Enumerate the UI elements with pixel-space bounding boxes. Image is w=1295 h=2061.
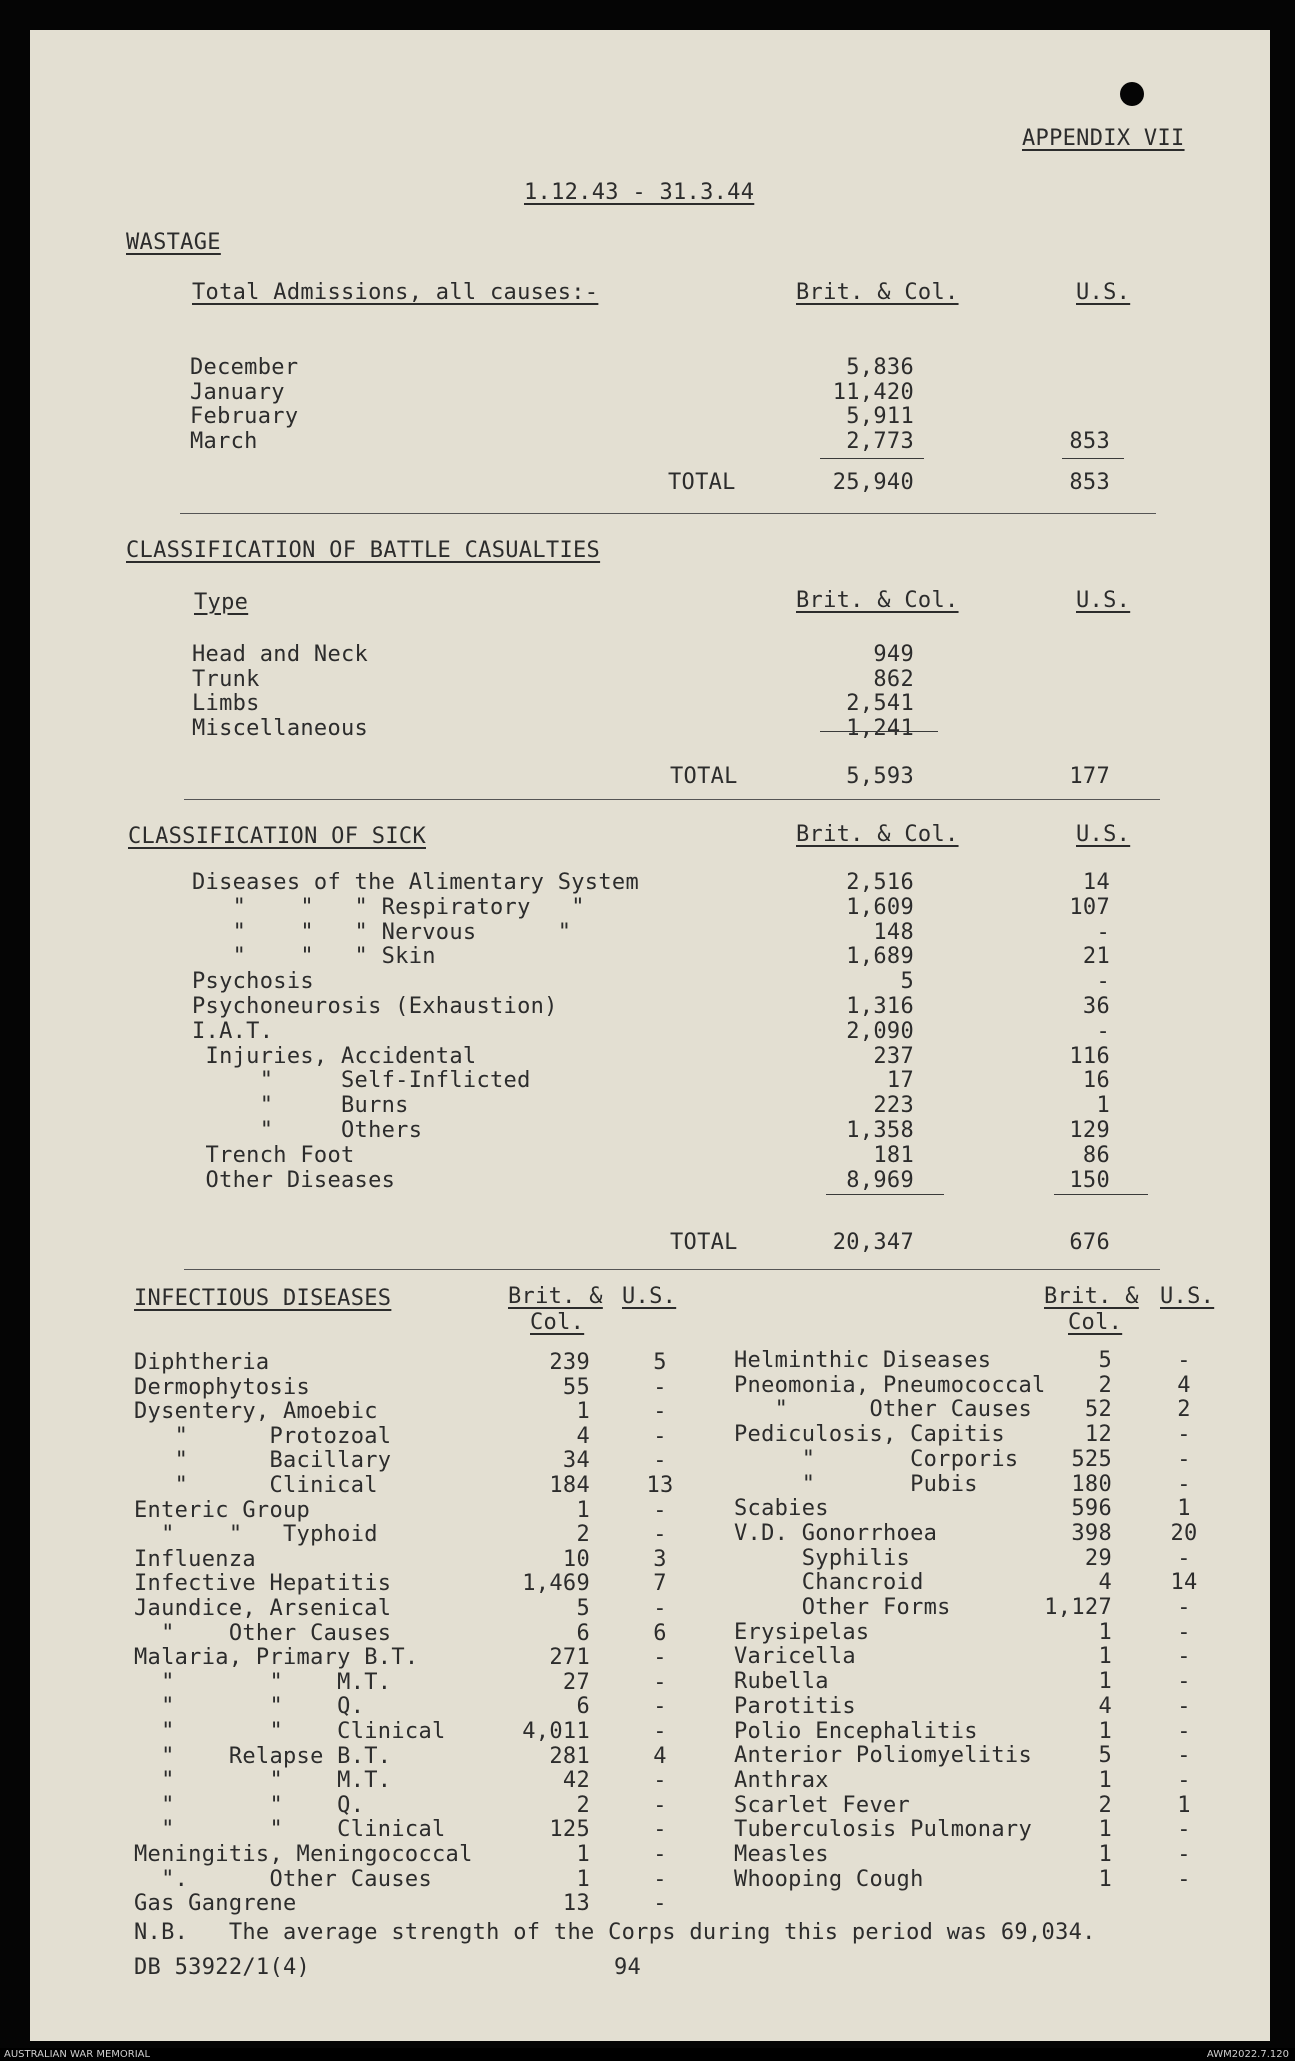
infectious-right-label: Anterior Poliomyelitis — [734, 1743, 1032, 1769]
infectious-left-us: - — [653, 1399, 667, 1425]
infectious-right-label: Anthrax — [734, 1767, 829, 1793]
infectious-left-brit: 6 — [576, 1694, 590, 1720]
infectious-right-us: - — [1177, 1422, 1191, 1448]
sick-row-us: - — [1096, 919, 1110, 945]
sick-total-label: TOTAL — [670, 1230, 738, 1255]
infectious-left-us: 5 — [653, 1350, 667, 1375]
sick-row-us: 86 — [1082, 1142, 1110, 1168]
infectious-right-label: Parotitis — [734, 1693, 856, 1719]
infectious-right-us: - — [1177, 1743, 1191, 1769]
infectious-right-us: - — [1177, 1644, 1191, 1670]
wastage-total-us: 853 — [1069, 470, 1110, 495]
infectious-right-brit: 5 — [1098, 1348, 1112, 1373]
infectious-left-brit: 5 — [576, 1596, 590, 1621]
infectious-left-label: " " Typhoid — [134, 1522, 378, 1548]
infectious-right-label: Rubella — [734, 1669, 829, 1695]
sick-row-us: 14 — [1082, 870, 1110, 895]
sick-row-label: " " " Nervous " — [192, 919, 572, 945]
infectious-right-brit: 596 — [1071, 1496, 1112, 1522]
infectious-left-brit: 2 — [576, 1792, 590, 1818]
infectious-right-brit: 1 — [1098, 1817, 1112, 1843]
section-divider — [180, 513, 1156, 514]
infectious-left-brit: 13 — [562, 1891, 590, 1917]
battle-total-us: 177 — [1069, 764, 1110, 789]
infectious-right-label: V.D. Gonorrhoea — [734, 1520, 938, 1546]
infectious-left-us: - — [653, 1522, 667, 1548]
sick-row-label: Other Diseases — [192, 1167, 396, 1193]
infectious-right-us: - — [1177, 1348, 1191, 1373]
sick-col-brit: Brit. & Col. — [796, 822, 959, 847]
infectious-left-label: Infective Hepatitis — [134, 1571, 392, 1597]
infectious-right-label: Scarlet Fever — [734, 1792, 911, 1818]
infectious-left-brit: 1 — [576, 1842, 590, 1867]
infectious-right-label: " Pubis — [734, 1471, 978, 1497]
infectious-left-us: - — [653, 1842, 667, 1867]
sick-row-label: Diseases of the Alimentary System — [192, 870, 639, 895]
infectious-right-brit: 4 — [1098, 1570, 1112, 1596]
sick-row-label: " Others — [192, 1118, 423, 1143]
sick-row-us: 1 — [1096, 1093, 1110, 1119]
document-reference: DB 53922/1(4) — [134, 1955, 311, 1980]
infectious-left-brit: 4 — [576, 1423, 590, 1449]
infectious-left-col-us: U.S. — [622, 1284, 677, 1309]
wastage-us-rule — [1062, 458, 1124, 459]
infectious-left-us: - — [653, 1596, 667, 1621]
average-strength-note: N.B. The average strength of the Corps during this period was 69,034. — [134, 1920, 1096, 1945]
infectious-left-label: Diphtheria — [134, 1350, 270, 1375]
page-number: 94 — [614, 1955, 642, 1980]
infectious-left-label: " Clinical — [134, 1473, 378, 1498]
infectious-left-brit: 27 — [562, 1669, 590, 1695]
infectious-right-label: Pneomonia, Pneumococcal — [734, 1372, 1046, 1398]
infectious-left-brit: 1 — [576, 1497, 590, 1523]
infectious-left-us: - — [653, 1423, 667, 1449]
infectious-right-brit: 1 — [1098, 1866, 1112, 1892]
sick-row-brit: 2,516 — [846, 870, 914, 895]
appendix-label: APPENDIX VII — [1022, 126, 1185, 151]
infectious-right-brit: 1 — [1098, 1718, 1112, 1744]
infectious-left-label: Malaria, Primary B.T. — [134, 1645, 419, 1671]
infectious-right-brit: 525 — [1071, 1446, 1112, 1472]
infectious-left-us: - — [653, 1891, 667, 1917]
wastage-col-brit: Brit. & Col. — [796, 280, 959, 305]
infectious-right-us: - — [1177, 1619, 1191, 1645]
infectious-right-us: - — [1177, 1471, 1191, 1497]
infectious-left-brit: 34 — [562, 1448, 590, 1474]
wastage-row-brit: 2,773 — [846, 428, 914, 454]
sick-row-us: 21 — [1082, 944, 1110, 970]
sick-row-label: I.A.T. — [192, 1018, 274, 1044]
infectious-left-label: Dermophytosis — [134, 1374, 311, 1400]
sick-row-brit: 1,358 — [846, 1118, 914, 1143]
infectious-right-us: - — [1177, 1817, 1191, 1843]
infectious-left-label: " " M.T. — [134, 1669, 392, 1695]
sick-row-brit: 17 — [886, 1068, 914, 1094]
period-title: 1.12.43 - 31.3.44 — [524, 180, 755, 205]
sick-row-brit: 148 — [873, 919, 914, 945]
infectious-left-label: " Protozoal — [134, 1423, 392, 1449]
sick-row-label: " " " Skin — [192, 944, 436, 970]
infectious-right-brit: 1 — [1098, 1767, 1112, 1793]
infectious-right-brit: 1 — [1098, 1669, 1112, 1695]
infectious-left-us: - — [653, 1768, 667, 1794]
infectious-right-us: 14 — [1170, 1570, 1198, 1596]
sick-row-label: " " " Respiratory " — [192, 894, 585, 920]
wastage-row-brit: 5,836 — [846, 355, 914, 380]
battle-col-us: U.S. — [1076, 588, 1131, 613]
sick-col-us: U.S. — [1076, 822, 1131, 847]
archive-name: AUSTRALIAN WAR MEMORIAL — [4, 2049, 151, 2060]
infectious-right-us: 1 — [1177, 1496, 1191, 1522]
infectious-right-label: Scabies — [734, 1496, 829, 1522]
infectious-right-label: " Other Causes — [734, 1397, 1032, 1423]
infectious-right-brit: 2 — [1098, 1792, 1112, 1818]
infectious-right-brit: 1 — [1098, 1619, 1112, 1645]
wastage-subheading: Total Admissions, all causes:- — [192, 280, 599, 305]
infectious-left-us: - — [653, 1374, 667, 1400]
infectious-right-label: Measles — [734, 1842, 829, 1867]
document-page — [30, 30, 1270, 2041]
battle-type-label: Type — [194, 590, 249, 615]
infectious-left-label: " Other Causes — [134, 1620, 392, 1646]
infectious-left-us: - — [653, 1792, 667, 1818]
infectious-left-label: Meningitis, Meningococcal — [134, 1842, 473, 1867]
wastage-row-us: 853 — [1069, 428, 1110, 454]
sick-row-brit: 223 — [873, 1093, 914, 1119]
infectious-left-us: - — [653, 1448, 667, 1474]
infectious-heading: INFECTIOUS DISEASES — [134, 1286, 392, 1311]
infectious-right-label: Helminthic Diseases — [734, 1348, 992, 1373]
sick-row-us: - — [1096, 969, 1110, 995]
sick-row-us: 150 — [1069, 1167, 1110, 1193]
wastage-row-label: March — [190, 428, 258, 454]
infectious-left-brit: 4,011 — [522, 1719, 590, 1744]
infectious-right-label: Varicella — [734, 1644, 856, 1670]
infectious-right-brit: 398 — [1071, 1520, 1112, 1546]
infectious-right-us: - — [1177, 1446, 1191, 1472]
sick-brit-rule — [826, 1194, 944, 1195]
infectious-right-label: " Corporis — [734, 1446, 1019, 1472]
sick-row-us: 107 — [1069, 894, 1110, 920]
infectious-right-brit: 180 — [1071, 1471, 1112, 1497]
infectious-right-us: - — [1177, 1595, 1191, 1620]
infectious-right-us: - — [1177, 1669, 1191, 1695]
wastage-col-us: U.S. — [1076, 280, 1131, 305]
infectious-right-label: Other Forms — [734, 1595, 951, 1620]
infectious-left-label: " " Clinical — [134, 1817, 446, 1843]
infectious-left-us: - — [653, 1719, 667, 1744]
punch-hole — [1120, 82, 1144, 106]
sick-row-us: 16 — [1082, 1068, 1110, 1094]
infectious-left-brit: 125 — [549, 1817, 590, 1843]
battle-row-label: Head and Neck — [192, 642, 369, 667]
infectious-left-us: - — [653, 1497, 667, 1523]
infectious-left-brit: 1 — [576, 1399, 590, 1425]
infectious-left-label: Enteric Group — [134, 1497, 311, 1523]
wastage-total-brit: 25,940 — [832, 470, 914, 495]
infectious-right-col-us: U.S. — [1160, 1284, 1215, 1309]
sick-row-label: Psychosis — [192, 969, 314, 995]
infectious-right-us: - — [1177, 1842, 1191, 1867]
sick-row-brit: 1,689 — [846, 944, 914, 970]
wastage-heading: WASTAGE — [126, 230, 221, 255]
sick-us-rule — [1054, 1194, 1148, 1195]
infectious-right-label: Syphilis — [734, 1545, 911, 1571]
infectious-left-us: - — [653, 1866, 667, 1892]
sick-row-brit: 181 — [873, 1142, 914, 1168]
wastage-total-label: TOTAL — [668, 470, 736, 495]
sick-row-brit: 237 — [873, 1043, 914, 1069]
infectious-right-us: - — [1177, 1718, 1191, 1744]
infectious-right-brit: 1 — [1098, 1644, 1112, 1670]
infectious-right-label: Tuberculosis Pulmonary — [734, 1817, 1032, 1843]
sick-row-label: " Burns — [192, 1093, 409, 1119]
infectious-right-brit: 52 — [1084, 1397, 1112, 1423]
infectious-right-us: - — [1177, 1545, 1191, 1571]
infectious-left-us: 6 — [653, 1620, 667, 1646]
sick-row-us: 116 — [1069, 1043, 1110, 1069]
infectious-left-col-brit-2: Col. — [530, 1310, 585, 1335]
sick-row-label: " Self-Inflicted — [192, 1068, 531, 1094]
section-divider — [184, 799, 1160, 800]
infectious-right-brit: 1,127 — [1044, 1595, 1112, 1620]
battle-row-label: Miscellaneous — [192, 715, 369, 741]
infectious-left-brit: 1,469 — [522, 1571, 590, 1597]
sick-total-brit: 20,347 — [832, 1230, 914, 1255]
infectious-right-label: Polio Encephalitis — [734, 1718, 978, 1744]
infectious-left-brit: 271 — [549, 1645, 590, 1671]
sick-row-us: - — [1096, 1018, 1110, 1044]
battle-row-brit: 949 — [873, 642, 914, 667]
archive-footer — [0, 2048, 1295, 2061]
infectious-right-label: Pediculosis, Capitis — [734, 1422, 1005, 1448]
infectious-left-label: " " Q. — [134, 1694, 365, 1720]
infectious-right-brit: 1 — [1098, 1842, 1112, 1867]
battle-row-label: Trunk — [192, 666, 260, 692]
sick-total-us: 676 — [1069, 1230, 1110, 1255]
infectious-left-label: ". Other Causes — [134, 1866, 432, 1892]
infectious-right-brit: 2 — [1098, 1372, 1112, 1398]
sick-row-brit: 2,090 — [846, 1018, 914, 1044]
infectious-left-brit: 10 — [562, 1546, 590, 1572]
sick-row-label: Psychoneurosis (Exhaustion) — [192, 994, 558, 1019]
infectious-left-us: - — [653, 1669, 667, 1695]
infectious-right-col-brit-1: Brit. & — [1044, 1284, 1139, 1309]
infectious-left-us: 4 — [653, 1743, 667, 1769]
infectious-left-label: " " Q. — [134, 1792, 365, 1818]
section-divider — [184, 1269, 1160, 1270]
infectious-right-brit: 29 — [1084, 1545, 1112, 1571]
sick-row-label: Injuries, Accidental — [192, 1043, 477, 1069]
battle-row-brit: 2,541 — [846, 691, 914, 716]
infectious-left-brit: 1 — [576, 1866, 590, 1892]
infectious-left-label: Jaundice, Arsenical — [134, 1596, 392, 1621]
infectious-right-us: 20 — [1170, 1520, 1198, 1546]
sick-heading: CLASSIFICATION OF SICK — [128, 824, 426, 849]
sick-row-brit: 5 — [900, 969, 914, 995]
wastage-row-brit: 5,911 — [846, 404, 914, 429]
battle-row-brit: 862 — [873, 666, 914, 692]
infectious-left-col-brit-1: Brit. & — [508, 1284, 603, 1309]
infectious-left-brit: 239 — [549, 1350, 590, 1375]
battle-heading: CLASSIFICATION OF BATTLE CASUALTIES — [126, 538, 601, 563]
wastage-brit-rule — [820, 458, 924, 459]
infectious-right-us: 1 — [1177, 1792, 1191, 1818]
infectious-right-brit: 4 — [1098, 1693, 1112, 1719]
infectious-left-brit: 184 — [549, 1473, 590, 1498]
battle-total-brit: 5,593 — [846, 764, 914, 789]
infectious-right-us: - — [1177, 1866, 1191, 1892]
sick-row-us: 129 — [1069, 1118, 1110, 1143]
infectious-left-us: 3 — [653, 1546, 667, 1572]
battle-brit-rule — [820, 731, 938, 732]
infectious-left-brit: 55 — [562, 1374, 590, 1400]
infectious-right-us: 4 — [1177, 1372, 1191, 1398]
infectious-right-brit: 5 — [1098, 1743, 1112, 1769]
infectious-left-brit: 281 — [549, 1743, 590, 1769]
sick-row-brit: 1,316 — [846, 994, 914, 1019]
infectious-right-us: - — [1177, 1767, 1191, 1793]
infectious-right-brit: 12 — [1084, 1422, 1112, 1448]
infectious-left-label: Dysentery, Amoebic — [134, 1399, 378, 1425]
infectious-left-label: " Bacillary — [134, 1448, 392, 1474]
infectious-right-label: Chancroid — [734, 1570, 924, 1596]
infectious-left-label: " " Clinical — [134, 1719, 446, 1744]
infectious-right-label: Whooping Cough — [734, 1866, 924, 1892]
infectious-left-us: 7 — [653, 1571, 667, 1597]
infectious-left-brit: 6 — [576, 1620, 590, 1646]
wastage-row-label: December — [190, 355, 299, 380]
infectious-left-label: " " M.T. — [134, 1768, 392, 1794]
infectious-left-brit: 42 — [562, 1768, 590, 1794]
infectious-left-us: - — [653, 1817, 667, 1843]
archive-reference: AWM2022.7.120 — [1206, 2049, 1289, 2060]
battle-row-brit: 1,241 — [846, 715, 914, 741]
battle-row-label: Limbs — [192, 691, 260, 716]
wastage-row-brit: 11,420 — [832, 379, 914, 405]
infectious-left-label: Gas Gangrene — [134, 1891, 297, 1917]
infectious-left-us: - — [653, 1645, 667, 1671]
sick-row-us: 36 — [1082, 994, 1110, 1019]
battle-col-brit: Brit. & Col. — [796, 588, 959, 613]
sick-row-brit: 1,609 — [846, 894, 914, 920]
sick-row-label: Trench Foot — [192, 1142, 355, 1168]
wastage-row-label: February — [190, 404, 299, 429]
infectious-left-label: " Relapse B.T. — [134, 1743, 392, 1769]
infectious-right-us: - — [1177, 1693, 1191, 1719]
infectious-left-brit: 2 — [576, 1522, 590, 1548]
battle-total-label: TOTAL — [670, 764, 738, 789]
infectious-right-label: Erysipelas — [734, 1619, 870, 1645]
infectious-left-us: - — [653, 1694, 667, 1720]
wastage-row-label: January — [190, 379, 285, 405]
sick-row-brit: 8,969 — [846, 1167, 914, 1193]
infectious-right-col-brit-2: Col. — [1068, 1310, 1123, 1335]
infectious-right-us: 2 — [1177, 1397, 1191, 1423]
infectious-left-us: 13 — [646, 1473, 674, 1498]
infectious-left-label: Influenza — [134, 1546, 256, 1572]
